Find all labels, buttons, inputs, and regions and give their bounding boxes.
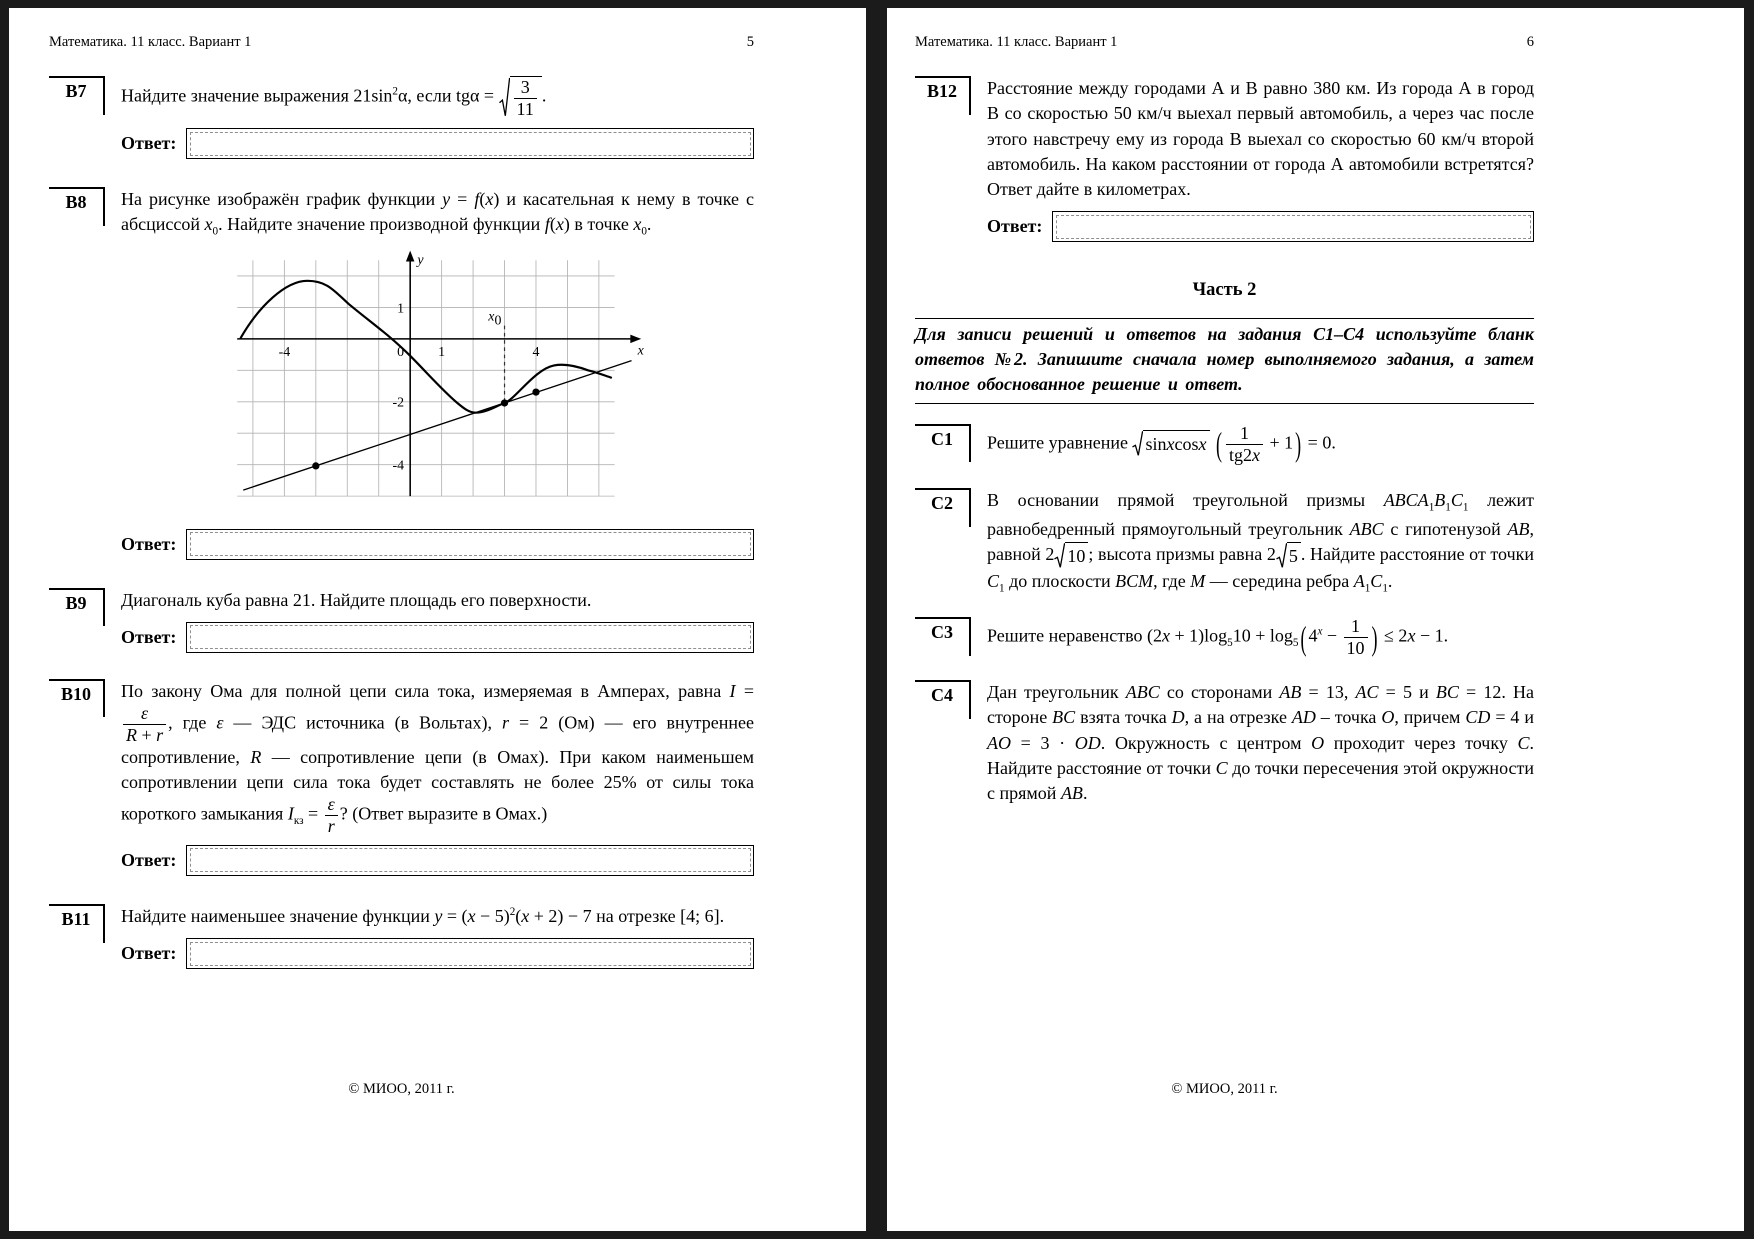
task-b7 [49,76,754,159]
page-footer: © МИОО, 2011 г. [348,1080,455,1097]
answer-row [987,211,1534,242]
part2-title: Часть 2 [1192,280,1257,301]
answer-row [121,845,754,876]
task-number-label: С4 [915,680,971,719]
task-text: Найдите значение выражения $21\sin^2\alpha$, если tgα = $\frac{3}{11}$ . [121,77,547,120]
task-content [121,588,754,653]
task-text: Решите неравенство $(2x + 1)\log_510 + \log_5$ ( $4^x$ − $\frac{1}{10}$ ) ≤ 2x − 1. [987,616,1449,659]
answer-box [186,128,754,159]
answer-label: Ответ: [121,132,177,153]
task-number-label: В8 [49,187,105,226]
tick-label-y-m4: -4 [392,458,404,474]
answer-box [1052,211,1534,242]
answer-label: Ответ: [121,626,177,647]
y-axis-arrow [405,251,413,262]
page-6 [887,8,1744,1231]
tick-label-x-4: 4 [532,345,539,361]
task-text: Диагональ куба равна 21. Найдите площадь его поверхности. [121,589,592,610]
task-content [121,76,754,159]
page-header [49,32,754,52]
answer-box-inner [190,532,751,556]
tick-label-x-m4: -4 [278,345,290,361]
answer-box-inner [190,848,751,872]
grid-lines [237,261,614,497]
task-b10 [49,679,754,876]
answer-row [121,938,754,969]
task-b12 [915,76,1534,242]
task-b9 [49,588,754,653]
task-c3 [915,617,1534,658]
page-footer: © МИОО, 2011 г. [1171,1080,1278,1097]
tick-label-y-m2: -2 [392,396,404,412]
answer-row [121,529,754,560]
page-header [915,32,1534,52]
task-text: Расстояние между городами А и В равно 380 км. Из города А в город В со скоростью 50 км/ч выехал первый автомобиль, а через час после этого навстречу ему из города В выехал со скоростью 60 км/ч второй автомобиль. На каком расстоянии от города А автомобили встретятся? Ответ дайте в километрах. [987,78,1534,200]
axis-label-x: x [637,344,644,360]
axis-label-y: y [416,253,424,269]
x-axis-arrow [630,335,641,343]
task-number-label: С3 [915,617,971,656]
task-content [121,679,754,876]
answer-box [186,622,754,653]
tick-label-x-0: 0 [396,345,404,361]
function-graph-figure [121,248,754,519]
answer-label: Ответ: [121,849,177,870]
task-c2 [915,488,1534,597]
doc-title: Математика. 11 класс. Вариант 1 [49,34,252,50]
answer-box [186,529,754,560]
task-number-label: В9 [49,588,105,627]
task-text: Решите уравнение sinxcosx ( $\frac{1}{tg2x}$ + 1 ) = 0. [987,422,1336,465]
task-number-label: С2 [915,488,971,527]
task-number-label: С1 [915,424,971,463]
task-c4 [915,680,1534,806]
answer-box-inner [190,625,751,649]
part2-instruction: Для записи решений и ответов на задания С1–С4 используйте бланк ответов №2. Запишите сначала номер выполняемого задания, а затем полное обоснованное решение и ответ. [915,318,1534,403]
task-content [121,187,754,560]
task-text: Найдите наименьшее значение функции $y = (x - 5)^2(x + 2) - 7$ на отрезке [4; 6]. [121,905,725,926]
answer-label: Ответ: [121,533,177,554]
answer-box [186,845,754,876]
task-content [121,904,754,969]
function-graph [213,248,663,512]
task-text: В основании прямой треугольной призмы $ABCA_1B_1C_1$ лежит равнобедренный прямоугольный треугольник ABC с гипотенузой AB, равной 2 10 ; высота призмы равна 2 5 . Найдите расстояние от точки $C_1$ до плоскости BCM, где M — середина ребра $A_1C_1$. [987,490,1535,595]
doc-title: Математика. 11 класс. Вариант 1 [915,34,1118,50]
tick-label-x-1: 1 [437,345,445,361]
task-content [987,488,1534,597]
task-number-label: В12 [915,76,971,115]
answer-box [186,938,754,969]
answer-box-inner [190,132,751,156]
task-content [987,424,1534,465]
task-content [987,617,1534,658]
answer-label: Ответ: [987,216,1043,237]
x0-label: x0 [487,310,501,329]
task-b11 [49,904,754,969]
point-on-line-left [312,463,319,470]
task-text: По закону Ома для полной цепи сила тока, измеряемая в Амперах, равна I = $\frac{\varepsilon}{R + r}$ , где ε — ЭДС источника (в Вольтах), r = 2 (Ом) — его внутреннее сопротивление, R — сопротивление цепи (в Омах). При каком наименьшем сопротивлении цепи сила тока будет составлять не более 25% от силы тока короткого замыкания $I_{кз}$ = $\frac{\varepsilon}{r}$ ? (Ответ выразите в Омах.) [121,680,754,837]
task-content [987,680,1534,806]
tangency-point [500,400,507,407]
page-5 [9,8,866,1231]
task-text: Дан треугольник ABC со сторонами AB = 13, AC = 5 и BC = 12. На стороне BC взята точка D, а на отрезке AD – точка O, причем CD = 4 и AO = 3 · OD. Окружность с центром O проходит через точку C. Найдите расстояние от точки C до точки пересечения этой окружности с прямой AB. [987,682,1535,803]
task-number-label: В11 [49,904,105,943]
task-b8 [49,187,754,560]
answer-box-inner [1056,215,1531,239]
function-curve [240,281,610,413]
tangent-line [243,361,631,490]
answer-row [121,622,754,653]
task-text: На рисунке изображён график функции y = f(x) и касательная к нему в точке с абсциссой $x_0$. Найдите значение производной функции f(x) в точке $x_0$. [121,189,754,238]
tick-label-y-1: 1 [396,301,404,317]
answer-row [121,128,754,159]
answer-label: Ответ: [121,943,177,964]
task-number-label: В7 [49,76,105,115]
page-number: 6 [1526,34,1534,50]
task-c1 [915,424,1534,465]
task-content [987,76,1534,242]
page-number: 5 [746,34,754,50]
task-number-label: В10 [49,679,105,718]
answer-box-inner [190,942,751,966]
point-on-line-right [532,389,539,396]
